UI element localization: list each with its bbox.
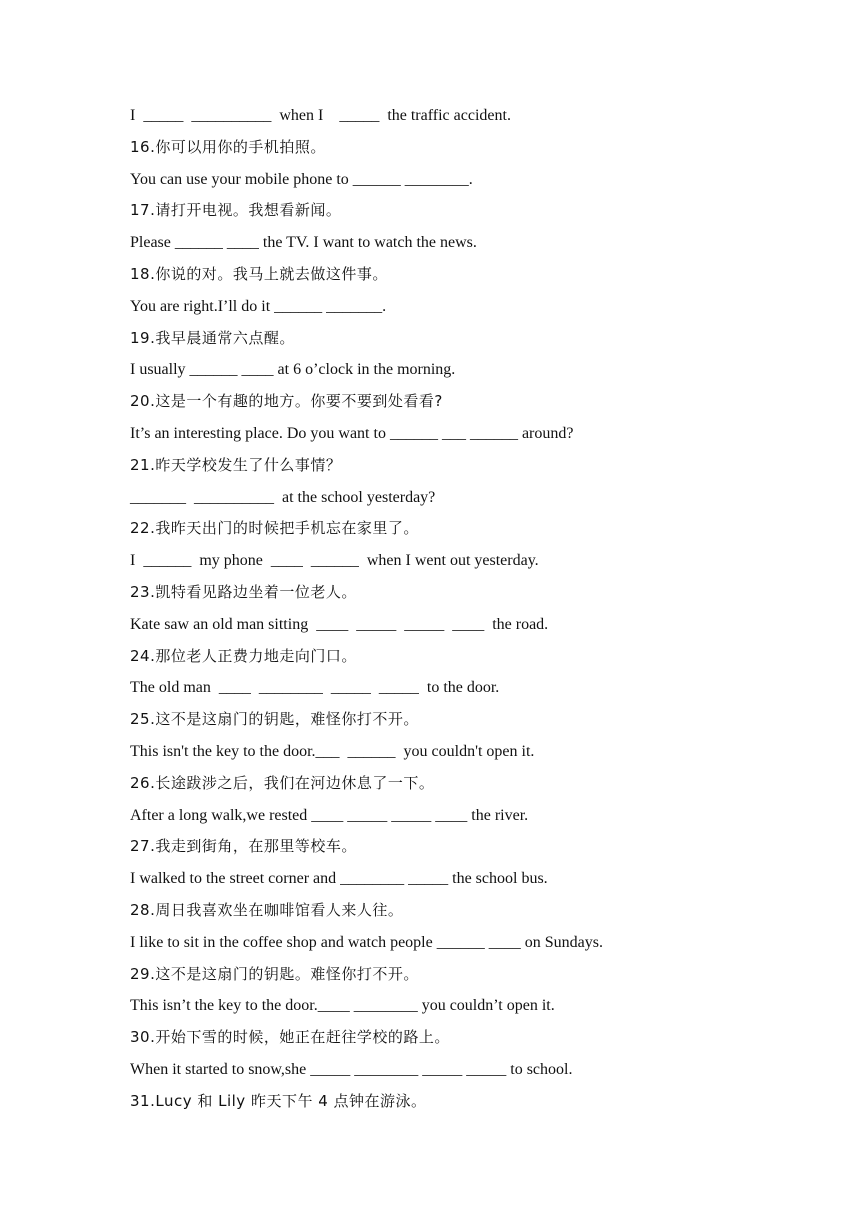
question-17: 17.请打开电视。我想看新闻。 xyxy=(130,201,342,220)
answer-line-16: You can use your mobile phone to ______ ________. xyxy=(130,170,473,188)
question-23: 23.凯特看见路边坐着一位老人。 xyxy=(130,582,357,601)
question-24: 24.那位老人正费力地走向门口。 xyxy=(130,646,357,665)
answer-line-19: I usually ______ ____ at 6 o’clock in the morning. xyxy=(130,361,456,379)
question-21: 21.昨天学校发生了什么事情？ xyxy=(130,455,342,474)
answer-line-23: Kate saw an old man sitting ____ _____ _____ ____ the road. xyxy=(130,615,549,633)
answer-line-29: This isn’t the key to the door.____ ________ you couldn’t open it. xyxy=(130,997,555,1015)
question-16: 16.你可以用你的手机拍照。 xyxy=(130,137,326,156)
question-27: 27.我走到街角，在那里等校车。 xyxy=(130,837,357,856)
question-20: 20.这是一个有趣的地方。你要不要到处看看? xyxy=(130,392,443,411)
question-28: 28.周日我喜欢坐在咖啡馆看人来人往。 xyxy=(130,900,404,919)
question-22: 22.我昨天出门的时候把手机忘在家里了。 xyxy=(130,519,419,538)
question-29: 29.这不是这扇门的钥匙。难怪你打不开。 xyxy=(130,964,419,983)
answer-line-30: When it started to snow,she _____ ________ _____ _____ to school. xyxy=(130,1060,573,1078)
answer-line-22: I ______ my phone ____ ______ when I went out yesterday. xyxy=(130,552,539,570)
answer-line-17: Please ______ ____ the TV. I want to watch the news. xyxy=(130,234,477,252)
exercise-list xyxy=(130,100,770,1118)
answer-line-25: This isn't the key to the door.___ ______ you couldn't open it. xyxy=(130,742,535,760)
answer-line-28: I like to sit in the coffee shop and watch people ______ ____ on Sundays. xyxy=(130,933,603,951)
answer-line-21: _______ __________ at the school yesterday? xyxy=(130,488,436,506)
answer-line-27: I walked to the street corner and ________ _____ the school bus. xyxy=(130,870,548,888)
question-30: 30.开始下雪的时候，她正在赶往学校的路上。 xyxy=(130,1028,450,1047)
question-25: 25.这不是这扇门的钥匙，难怪你打不开。 xyxy=(130,710,419,729)
question-31: 31.Lucy 和 Lily 昨天下午 4 点钟在游泳。 xyxy=(130,1091,427,1110)
answer-line-24: The old man ____ ________ _____ _____ to the door. xyxy=(130,679,500,697)
question-18: 18.你说的对。我马上就去做这件事。 xyxy=(130,264,388,283)
answer-line-26: After a long walk,we rested ____ _____ _____ ____ the river. xyxy=(130,806,529,824)
answer-line-18: You are right.I’ll do it ______ _______. xyxy=(130,297,387,315)
answer-line-20: It’s an interesting place. Do you want to ______ ___ ______ around? xyxy=(130,424,574,442)
question-26: 26.长途跋涉之后，我们在河边休息了一下。 xyxy=(130,773,435,792)
answer-line-15: I _____ __________ when I _____ the traffic accident. xyxy=(130,107,511,124)
question-19: 19.我早晨通常六点醒。 xyxy=(130,328,295,347)
